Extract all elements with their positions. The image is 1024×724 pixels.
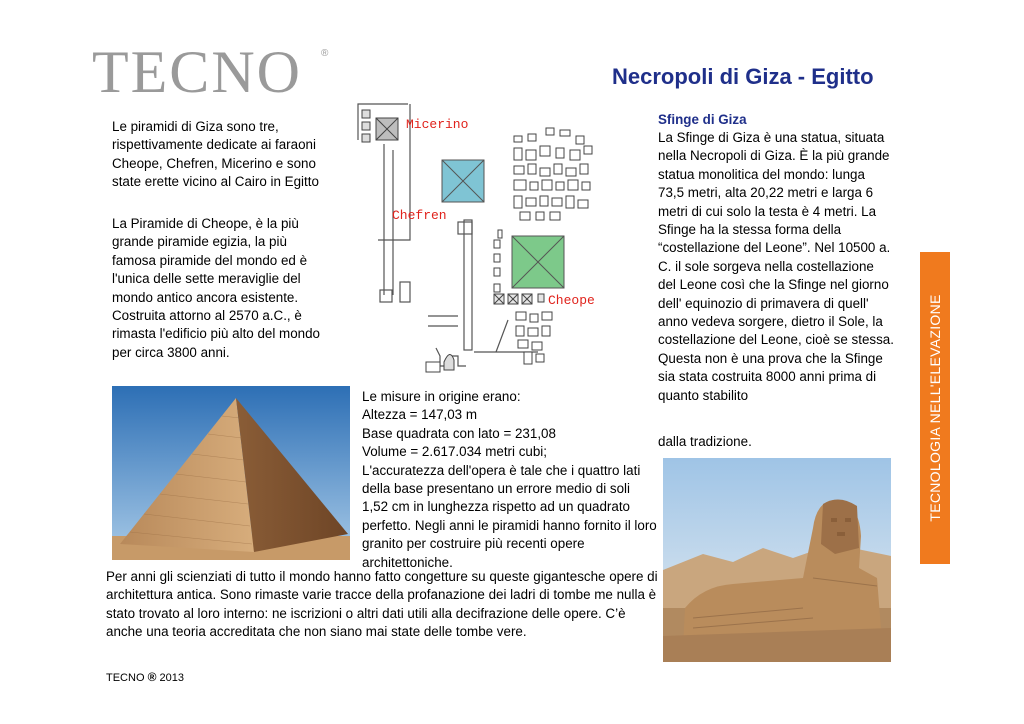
cheope-paragraph: La Piramide di Cheope, è la più grande piramide egizia, la più famosa piramide del mondo ed è l'unica delle sette meraviglie del mondo antico ancora esistente. Costruita attorno al 2570 a.C., è rimasta l'edificio più alto del mondo per circa 3800 anni. — [112, 216, 320, 360]
chefren-pyramid — [442, 160, 484, 202]
measures-line: Le misure in origine erano: — [362, 389, 521, 404]
micerino-pyramid — [376, 118, 398, 140]
registered-mark: ® — [321, 48, 329, 59]
sfinge-paragraph-end: dalla tradizione. — [658, 434, 752, 449]
side-band-label: TECNOLOGIA NELL'ELEVAZIONE — [927, 294, 943, 522]
footer-registered-mark: ® — [147, 670, 157, 684]
micerino-label: Micerino — [406, 117, 469, 132]
footer-year: 2013 — [159, 672, 184, 684]
giza-map — [348, 100, 614, 382]
bottom-paragraph: Per anni gli scienziati di tutto il mondo hanno fatto congetture su queste gigantesche opere di architettura antica. Sono rimaste varie tracce della profanazione dei ladri di tombe me nulla è stato trovato al loro interno: ne iscrizioni o altri dati utili alla decifrazione delle opere. C’è anche una teoria accreditata che non siano mai state delle tombe vere. — [106, 569, 658, 640]
measures-block — [362, 388, 658, 572]
footer — [106, 670, 184, 684]
measures-line: L'accuratezza dell'opera è tale che i quattro lati della base presentano un errore medio di soli 1,52 cm in lunghezza rispetto ad un quadrato perfetto. Negli anni le piramidi hanno fornito il loro granito per costruire più recenti opere architettoniche. — [362, 462, 657, 570]
page-title: Necropoli di Giza - Egitto — [612, 64, 874, 89]
tecno-logo: TECNO — [92, 39, 302, 105]
measures-line: Volume = 2.617.034 metri cubi; — [362, 444, 547, 460]
footer-brand: TECNO — [106, 672, 145, 684]
sfinge-heading: Sfinge di Giza — [658, 112, 747, 127]
sphinx-photo — [663, 458, 891, 662]
measures-line: Base quadrata con lato = 231,08 — [362, 425, 556, 441]
mastaba-field — [514, 128, 592, 220]
pyramid-photo — [112, 386, 350, 560]
chefren-label: Chefren — [392, 208, 447, 223]
cheope-pyramid — [512, 236, 564, 288]
intro-paragraph: Le piramidi di Giza sono tre, rispettivamente dedicate ai faraoni Cheope, Chefren, Micerino e sono state erette vicino al Cairo in Egitto — [112, 119, 319, 190]
cheope-label: Cheope — [548, 293, 595, 308]
sphinx-marker — [444, 354, 454, 370]
sfinge-paragraph: La Sfinge di Giza è una statua, situata nella Necropoli di Giza. È la più grande statua monolitica del mondo: lunga 73,5 metri, alta 20,22 metri e larga 6 metri di cui solo la testa è 4 metri. La Sfinge ha la stessa forma della “costellazione del Leone”. Nel 10500 a. C. il sole sorgeva nella costellazione del Leone così che la Sfinge nel giorno dell' equinozio di primavera di quell' anno vedeva sorgere, dietro il Sole, la costellazione del Leone, cioè se stessa. Questa non è una prova che la Sfinge sia stata costruita 8000 anni prima di quanto stabilito — [658, 130, 894, 403]
measures-line: Altezza = 147,03 m — [362, 407, 478, 423]
